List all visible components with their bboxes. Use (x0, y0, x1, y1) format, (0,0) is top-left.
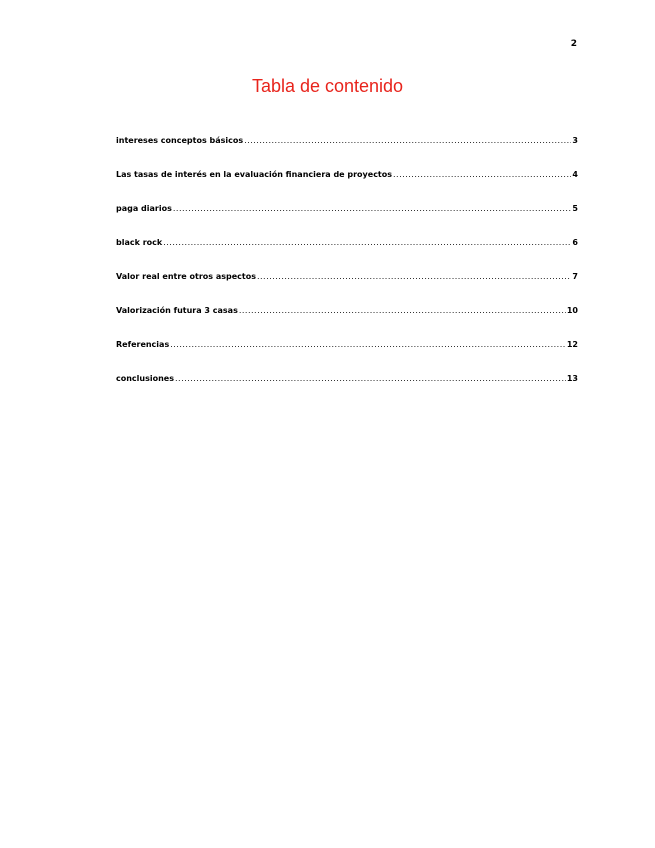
toc-entry-text: Valor real entre otros aspectos (116, 272, 256, 281)
toc-leader-dots (239, 306, 566, 315)
toc-entry-page: 3 (572, 136, 578, 145)
toc-leader-dots (163, 238, 571, 247)
toc-entry-page: 7 (572, 272, 578, 281)
toc-entry-page: 5 (572, 204, 578, 213)
toc-leader-dots (170, 340, 566, 349)
toc-entry[interactable] (116, 204, 578, 238)
toc-entry-text: Valorización futura 3 casas (116, 306, 238, 315)
table-of-contents (116, 136, 578, 408)
toc-entry-text: Las tasas de interés en la evaluación financiera de proyectos (116, 170, 393, 179)
toc-entry[interactable] (116, 340, 578, 374)
toc-entry-text: intereses conceptos básicos (116, 136, 244, 145)
toc-entry-page: 10 (566, 306, 578, 315)
toc-title: Tabla de contenido (251, 76, 404, 96)
toc-entry-page: 6 (572, 238, 578, 247)
page-number: 2 (570, 39, 577, 49)
toc-leader-dots (244, 136, 571, 145)
toc-entry[interactable] (116, 136, 578, 170)
toc-entry[interactable] (116, 272, 578, 306)
toc-leader-dots (393, 170, 571, 179)
toc-leader-dots (173, 204, 572, 213)
toc-entry-text: conclusiones (116, 374, 174, 383)
toc-entry-page: 12 (566, 340, 578, 349)
toc-entry[interactable] (116, 374, 578, 408)
toc-entry-page: 4 (572, 170, 578, 179)
toc-entry[interactable] (116, 306, 578, 340)
toc-entry-text: paga diarios (116, 204, 172, 213)
toc-entry-page: 13 (566, 374, 578, 383)
toc-entry[interactable] (116, 170, 578, 204)
toc-leader-dots (175, 374, 566, 383)
toc-entry[interactable] (116, 238, 578, 272)
toc-leader-dots (257, 272, 571, 281)
toc-entry-text: black rock (116, 238, 163, 247)
toc-entry-text: Referencias (116, 340, 170, 349)
